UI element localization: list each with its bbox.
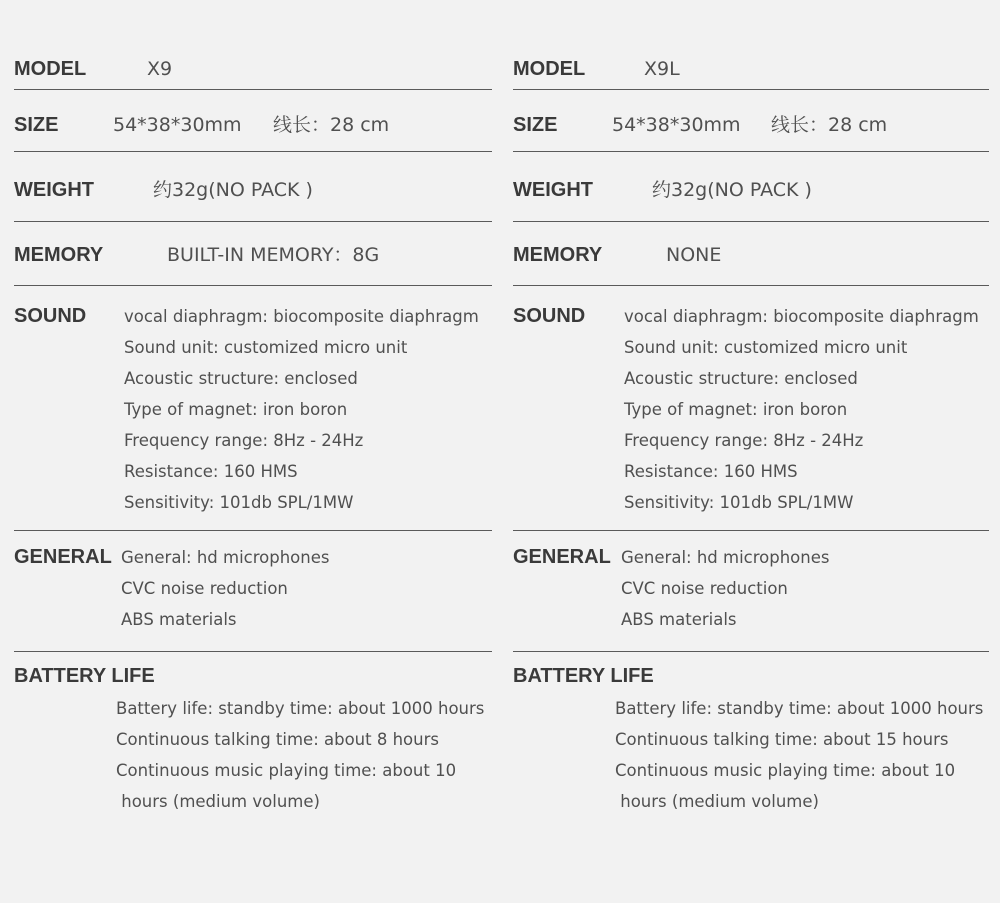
divider [513,530,989,531]
list-item: Frequency range: 8Hz - 24Hz [124,431,364,450]
weight-value: 约32g(NO PACK ) [652,179,812,201]
list-item: hours (medium volume) [615,792,819,811]
battery-label: BATTERY LIFE [513,665,654,687]
divider [513,651,989,652]
list-item: Battery life: standby time: about 1000 hours [116,699,485,718]
sound-label: SOUND [14,305,87,327]
sound-label: SOUND [513,305,586,327]
sound-spec-list [124,301,479,518]
list-item: Type of magnet: iron boron [624,400,848,419]
battery-spec-list [116,693,484,817]
cable-length: 线长：28 cm [273,114,390,136]
list-item: Acoustic structure: enclosed [624,369,858,388]
general-spec-list [621,542,829,635]
memory-value: BUILT-IN MEMORY：8G [167,244,380,266]
divider [513,221,989,222]
divider [14,221,492,222]
divider [513,89,989,90]
list-item: Resistance: 160 HMS [124,462,298,481]
weight-label: WEIGHT [513,179,593,201]
weight-value: 约32g(NO PACK ) [153,179,313,201]
battery-label: BATTERY LIFE [14,665,155,687]
divider [14,651,492,652]
sound-spec-list [624,301,979,518]
list-item: CVC noise reduction [121,579,288,598]
list-item: ABS materials [121,610,237,629]
model-label: MODEL [14,58,87,80]
divider [14,89,492,90]
memory-value: NONE [666,244,722,266]
divider [513,285,989,286]
general-label: GENERAL [513,546,611,568]
model-value: X9L [644,58,680,80]
list-item: Type of magnet: iron boron [124,400,348,419]
list-item: General: hd microphones [621,548,830,567]
list-item: CVC noise reduction [621,579,788,598]
list-item: Continuous talking time: about 15 hours [615,730,949,749]
memory-label: MEMORY [513,244,603,266]
list-item: Sound unit: customized micro unit [624,338,908,357]
divider [14,530,492,531]
model-label: MODEL [513,58,586,80]
list-item: Continuous music playing time: about 10 [615,761,956,780]
weight-label: WEIGHT [14,179,94,201]
divider [14,285,492,286]
general-label: GENERAL [14,546,112,568]
list-item: vocal diaphragm: biocomposite diaphragm [624,307,979,326]
size-label: SIZE [14,114,59,136]
list-item: Continuous music playing time: about 10 [116,761,457,780]
list-item: Sensitivity: 101db SPL/1MW [624,493,854,512]
list-item: Continuous talking time: about 8 hours [116,730,439,749]
battery-spec-list [615,693,983,817]
model-value: X9 [147,58,173,80]
general-spec-list [121,542,329,635]
list-item: General: hd microphones [121,548,330,567]
list-item: ABS materials [621,610,737,629]
cable-length: 线长：28 cm [771,114,888,136]
list-item: Acoustic structure: enclosed [124,369,358,388]
list-item: vocal diaphragm: biocomposite diaphragm [124,307,479,326]
divider [513,151,989,152]
size-dimensions: 54*38*30mm [612,114,741,136]
list-item: Resistance: 160 HMS [624,462,798,481]
list-item: Battery life: standby time: about 1000 hours [615,699,984,718]
spec-column-x9l [513,0,989,903]
spec-column-x9 [14,0,492,903]
list-item: hours (medium volume) [116,792,320,811]
size-label: SIZE [513,114,558,136]
memory-label: MEMORY [14,244,104,266]
list-item: Sound unit: customized micro unit [124,338,408,357]
divider [14,151,492,152]
size-dimensions: 54*38*30mm [113,114,242,136]
list-item: Frequency range: 8Hz - 24Hz [624,431,864,450]
list-item: Sensitivity: 101db SPL/1MW [124,493,354,512]
